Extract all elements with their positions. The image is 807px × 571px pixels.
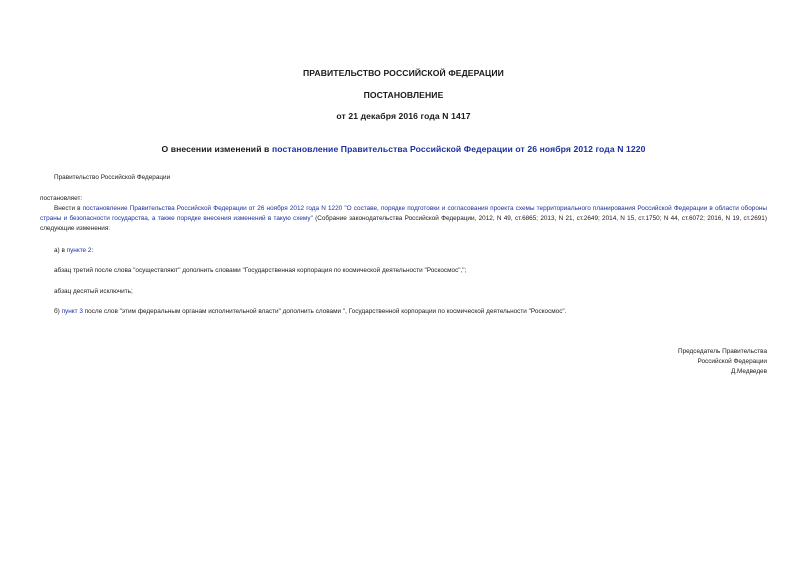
document-type-heading: ПОСТАНОВЛЕНИЕ (363, 90, 444, 100)
item-a-paragraph-2: абзац десятый исключить; (54, 288, 133, 295)
signature-block (678, 347, 767, 377)
item-a-link[interactable]: пункте 2 (66, 247, 92, 254)
item-a-prefix: а) в (54, 247, 67, 254)
government-label: Правительство Российской Федерации (54, 174, 171, 181)
item-b-prefix: б) (54, 308, 62, 315)
signature-line-3: Д.Медведев (730, 368, 767, 375)
signature-line-1: Председатель Правительства (678, 348, 767, 355)
item-b (54, 307, 566, 317)
main-link-title[interactable]: "О составе, порядке подготовки и согласования проекта схемы территориального планирования Российской Федерации в области обороны страны и безопасности государства, а также порядке внесения изменений в такую схему" (40, 205, 768, 222)
main-suffix: (Собрание законодательства Российской Федерации, 2012, N 49, ст.6865; 2013, N 21, ст.2649; 2014, N 15, ст.1750; N 44, ст.6072; 2016, N 19, ст.2691) следующие изменения: (40, 215, 767, 232)
signature-line-2: Российской Федерации (697, 358, 767, 365)
title-prefix: О внесении изменений в (161, 144, 272, 154)
date-number-heading: от 21 декабря 2016 года N 1417 (336, 111, 471, 121)
government-heading: ПРАВИТЕЛЬСТВО РОССИЙСКОЙ ФЕДЕРАЦИИ (303, 68, 504, 78)
main-link-resolution[interactable]: постановление Правительства Российской Федерации от 26 ноября 2012 года N 1220 (82, 205, 343, 212)
title-link[interactable]: постановление Правительства Российской Федерации от 26 ноября 2012 года N 1220 (271, 144, 646, 154)
main-prefix: Внести в (54, 205, 83, 212)
item-b-link[interactable]: пункт 3 (61, 308, 83, 315)
item-a-suffix: : (91, 247, 94, 254)
item-a-paragraph-1: абзац третий после слова "осуществляют" дополнить словами "Государственная корпорация по космической деятельности "Роскосмос","; (54, 267, 467, 274)
resolves-label: постановляет: (40, 195, 83, 202)
document-title (0, 144, 807, 154)
item-a (54, 246, 93, 256)
item-b-suffix: после слов "этим федеральным органам исполнительной власти" дополнить словами ", Государственной корпорации по космической деятельности "Роскосмос". (82, 308, 567, 315)
main-paragraph (40, 204, 767, 234)
